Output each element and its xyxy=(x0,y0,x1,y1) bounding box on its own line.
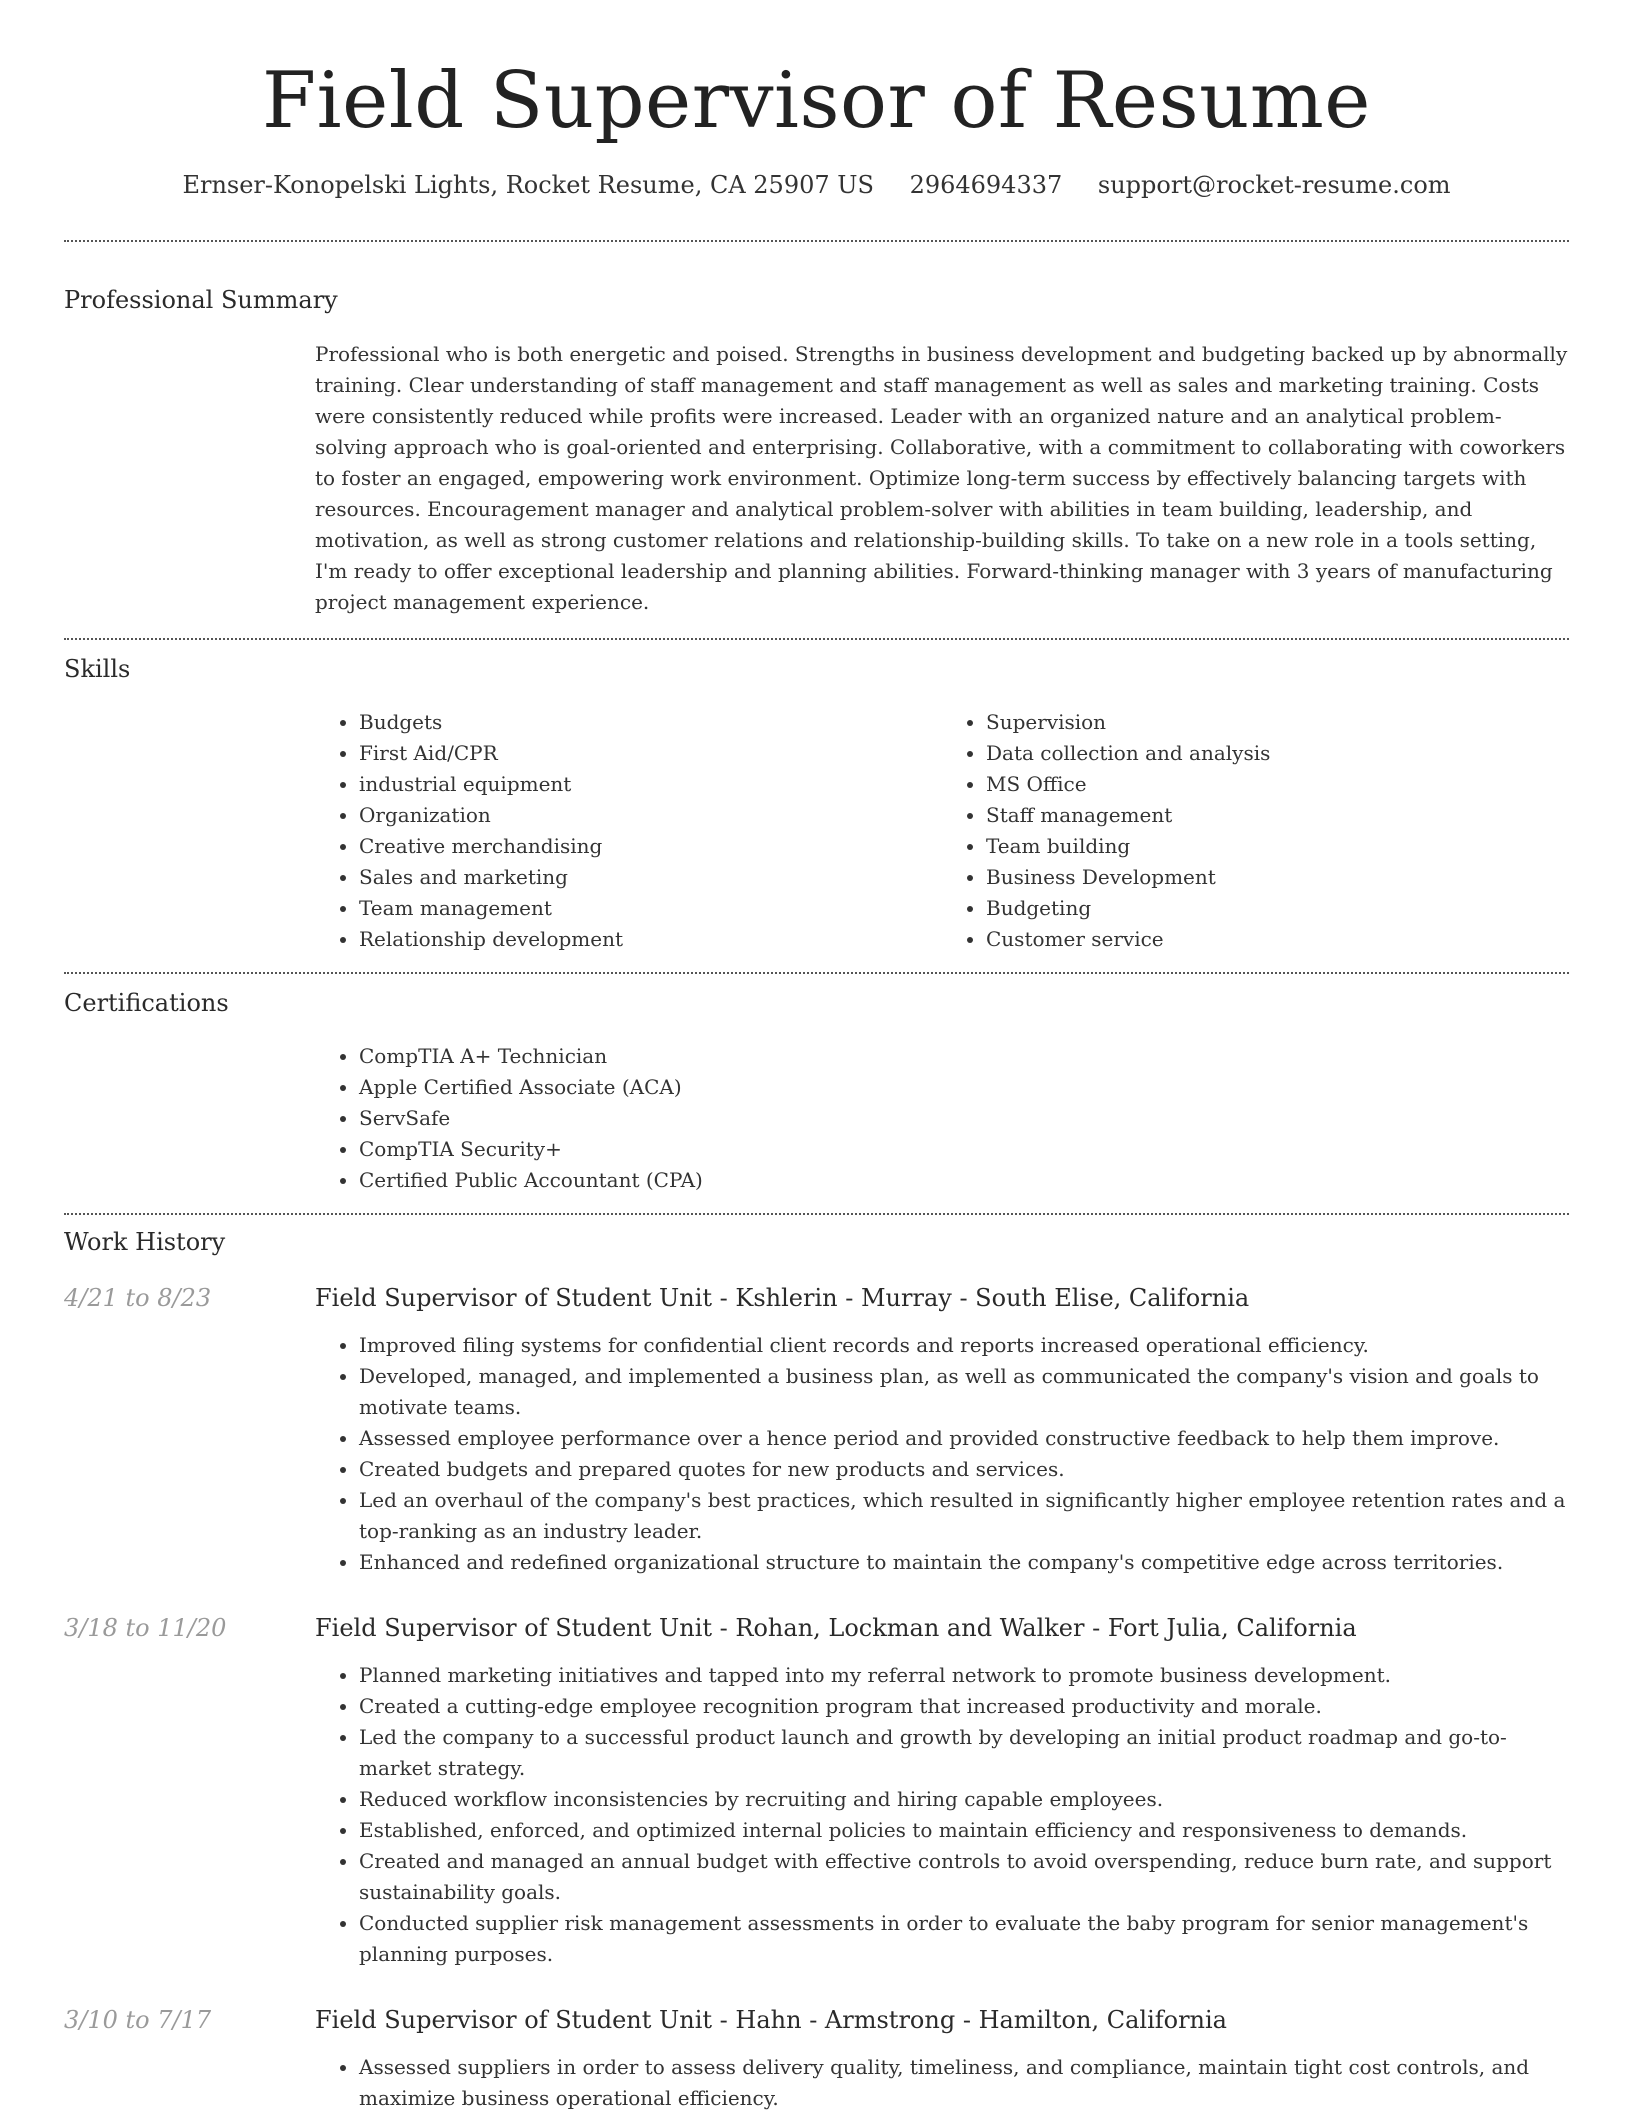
job-entry xyxy=(64,2004,1569,2114)
skill-item: • Team management xyxy=(359,893,942,924)
certification-item: • CompTIA Security+ xyxy=(359,1134,1569,1165)
job-bullet: • Established, enforced, and optimized internal policies to maintain efficiency and responsiveness to demands. xyxy=(359,1815,1569,1846)
skills-list-left xyxy=(315,707,942,955)
certification-item: • Apple Certified Associate (ACA) xyxy=(359,1072,1569,1103)
divider xyxy=(64,240,1569,242)
job-entry xyxy=(64,1612,1569,1970)
job-bullet: • Conducted supplier risk management assessments in order to evaluate the baby program for senior management's planning purposes. xyxy=(359,1908,1569,1970)
skill-item: • Customer service xyxy=(986,924,1569,955)
work-history-section xyxy=(64,1226,1569,2114)
divider xyxy=(64,1213,1569,1215)
skill-item: • First Aid/CPR xyxy=(359,738,942,769)
resume-name: Field Supervisor of Resume xyxy=(262,56,1371,146)
certification-item: • Certified Public Accountant (CPA) xyxy=(359,1165,1569,1196)
certifications-section xyxy=(64,987,1569,1196)
skill-item: • Organization xyxy=(359,800,942,831)
job-bullet: • Created budgets and prepared quotes for new products and services. xyxy=(359,1454,1569,1485)
job-title: Field Supervisor of Student Unit - Kshlerin - Murray - South Elise, California xyxy=(315,1284,1250,1312)
work-history-heading: Work History xyxy=(64,1228,226,1256)
job-bullet: • Reduced workflow inconsistencies by recruiting and hiring capable employees. xyxy=(359,1784,1569,1815)
job-dates: 3/18 to 11/20 xyxy=(64,1614,227,1642)
skill-item: • Budgets xyxy=(359,707,942,738)
job-bullets xyxy=(315,1330,1569,1578)
job-dates: 3/10 to 7/17 xyxy=(64,2006,212,2034)
contact-phone: 2964694337 xyxy=(909,171,1063,199)
job-bullet: • Developed, managed, and implemented a business plan, as well as communicated the company's vision and goals to motivate teams. xyxy=(359,1361,1569,1423)
skill-item: • Creative merchandising xyxy=(359,831,942,862)
divider xyxy=(64,638,1569,640)
skill-item: • Budgeting xyxy=(986,893,1569,924)
job-dates: 4/21 to 8/23 xyxy=(64,1284,212,1312)
job-bullet: • Assessed suppliers in order to assess delivery quality, timeliness, and compliance, maintain tight cost controls, and maximize business operational efficiency. xyxy=(359,2052,1569,2114)
divider xyxy=(64,972,1569,974)
job-bullet: • Planned marketing initiatives and tapped into my referral network to promote business development. xyxy=(359,1660,1569,1691)
skill-item: • Data collection and analysis xyxy=(986,738,1569,769)
certification-item: • CompTIA A+ Technician xyxy=(359,1041,1569,1072)
skill-item: • industrial equipment xyxy=(359,769,942,800)
certification-item: • ServSafe xyxy=(359,1103,1569,1134)
skill-item: • Supervision xyxy=(986,707,1569,738)
job-bullet: • Assessed employee performance over a hence period and provided constructive feedback to help them improve. xyxy=(359,1423,1569,1454)
job-title: Field Supervisor of Student Unit - Rohan, Lockman and Walker - Fort Julia, California xyxy=(315,1614,1357,1642)
job-entry xyxy=(64,1282,1569,1578)
skills-list-right xyxy=(942,707,1569,955)
skills-heading: Skills xyxy=(64,655,131,683)
job-bullet: • Created a cutting-edge employee recognition program that increased productivity and morale. xyxy=(359,1691,1569,1722)
skills-section xyxy=(64,653,1569,955)
skill-item: • Sales and marketing xyxy=(359,862,942,893)
contact-address: Ernser-Konopelski Lights, Rocket Resume, CA 25907 US xyxy=(182,171,874,199)
certifications-list xyxy=(315,1041,1569,1196)
skill-item: • Relationship development xyxy=(359,924,942,955)
job-bullets xyxy=(315,1660,1569,1970)
resume-page xyxy=(64,0,1569,2114)
job-bullet: • Enhanced and redefined organizational structure to maintain the company's competitive edge across territories. xyxy=(359,1547,1569,1578)
job-bullets xyxy=(315,2052,1569,2114)
contact-email[interactable]: support@rocket-resume.com xyxy=(1097,171,1451,199)
summary-text: Professional who is both energetic and poised. Strengths in business development and budgeting backed up by abnormally training. Clear understanding of staff management and staff management as well as sales and marketing training. Costs were consistently reduced while profits were increased. Leader with an organized nature and an analytical problem-solving approach who is goal-oriented and enterprising. Collaborative, with a commitment to collaborating with coworkers to foster an engaged, empowering work environment. Optimize long-term success by effectively balancing targets with resources. Encouragement manager and analytical problem-solver with abilities in team building, leadership, and motivation, as well as strong customer relations and relationship-building skills. To take on a new role in a tools setting, I'm ready to offer exceptional leadership and planning abilities. Forward-thinking manager with 3 years of manufacturing project management experience. xyxy=(315,342,1568,614)
skill-item: • Team building xyxy=(986,831,1569,862)
skill-item: • Staff management xyxy=(986,800,1569,831)
certifications-heading: Certifications xyxy=(64,989,229,1017)
summary-section xyxy=(64,284,1569,618)
job-bullet: • Improved filing systems for confidential client records and reports increased operational efficiency. xyxy=(359,1330,1569,1361)
job-bullet: • Led an overhaul of the company's best practices, which resulted in significantly higher employee retention rates and a top-ranking as an industry leader. xyxy=(359,1485,1569,1547)
job-bullet: • Created and managed an annual budget with effective controls to avoid overspending, reduce burn rate, and support sustainability goals. xyxy=(359,1846,1569,1908)
job-title: Field Supervisor of Student Unit - Hahn - Armstrong - Hamilton, California xyxy=(315,2006,1227,2034)
job-bullet: • Led the company to a successful product launch and growth by developing an initial product roadmap and go-to-market strategy. xyxy=(359,1722,1569,1784)
summary-heading: Professional Summary xyxy=(64,286,338,314)
skill-item: • MS Office xyxy=(986,769,1569,800)
skill-item: • Business Development xyxy=(986,862,1569,893)
contact-line xyxy=(64,168,1569,202)
